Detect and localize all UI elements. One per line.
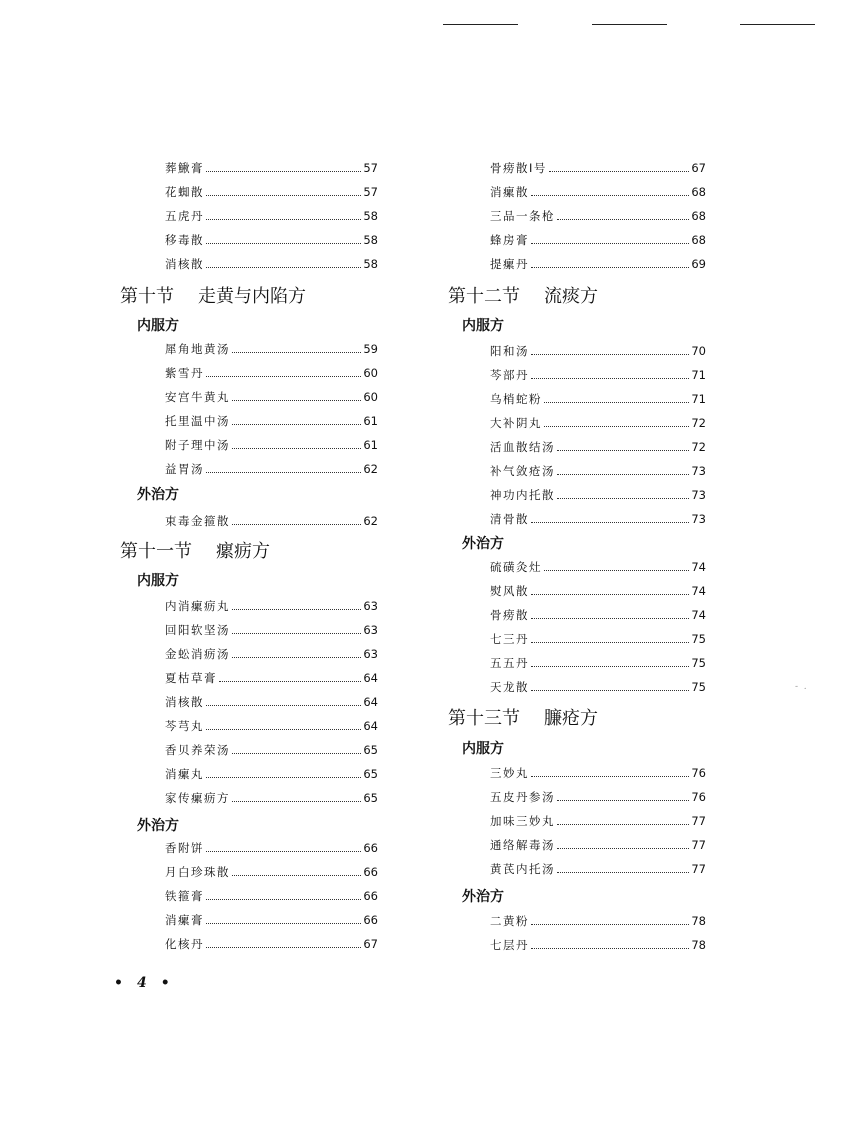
leader-dots [232, 448, 361, 449]
entry-page: 74 [691, 584, 706, 598]
entry-title: 月白珍珠散 [165, 865, 230, 879]
entry-title: 蜂房膏 [490, 233, 529, 247]
entry-title: 阳和汤 [490, 344, 529, 358]
entry-page: 72 [691, 416, 706, 430]
toc-entry [490, 232, 706, 248]
header-rule [740, 24, 815, 25]
entry-page: 65 [363, 791, 378, 805]
toc-entry [165, 888, 378, 904]
entry-title: 二黄粉 [490, 914, 529, 928]
entry-title: 补气敛疮汤 [490, 464, 555, 478]
leader-dots [206, 851, 361, 852]
toc-entry [165, 936, 378, 952]
toc-entry [165, 840, 378, 856]
section-title: 瘰疬方 [216, 541, 270, 562]
entry-title: 五皮丹参汤 [490, 790, 555, 804]
entry-title: 消瘰散 [490, 185, 529, 199]
leader-dots [531, 690, 689, 691]
entry-title: 花蜘散 [165, 185, 204, 199]
entry-title: 犀角地黄汤 [165, 342, 230, 356]
folio-bullet: • [160, 975, 170, 991]
entry-page: 74 [691, 608, 706, 622]
entry-title: 紫雪丹 [165, 366, 204, 380]
toc-entry [165, 184, 378, 200]
toc-entry [165, 742, 378, 758]
entry-title: 骨痨散 [490, 608, 529, 622]
entry-page: 78 [691, 914, 706, 928]
leader-dots [232, 875, 361, 876]
toc-entry [490, 913, 706, 929]
entry-page: 64 [363, 695, 378, 709]
entry-page: 58 [363, 233, 378, 247]
entry-title: 神功内托散 [490, 488, 555, 502]
entry-title: 七层丹 [490, 938, 529, 952]
leader-dots [232, 801, 361, 802]
entry-page: 64 [363, 719, 378, 733]
toc-entry [165, 718, 378, 734]
toc-entry [165, 256, 378, 272]
header-rule [592, 24, 667, 25]
leader-dots [531, 948, 689, 949]
entry-title: 香贝养荣汤 [165, 743, 230, 757]
entry-title: 消瘰丸 [165, 767, 204, 781]
leader-dots [544, 570, 689, 571]
subsection-heading: 内服方 [462, 318, 504, 334]
leader-dots [557, 824, 689, 825]
entry-page: 77 [691, 862, 706, 876]
entry-title: 香附饼 [165, 841, 204, 855]
section-title: 臁疮方 [544, 708, 598, 729]
toc-entry [490, 511, 706, 527]
entry-page: 61 [363, 414, 378, 428]
leader-dots [557, 450, 689, 451]
toc-entry [165, 790, 378, 806]
leader-dots [232, 609, 361, 610]
entry-page: 70 [691, 344, 706, 358]
toc-entry [490, 861, 706, 877]
entry-page: 74 [691, 560, 706, 574]
toc-entry [490, 160, 706, 176]
entry-title: 活血散结汤 [490, 440, 555, 454]
entry-title: 消瘰膏 [165, 913, 204, 927]
section-heading [120, 286, 306, 308]
scan-speck: - . [795, 682, 807, 692]
entry-title: 附子理中汤 [165, 438, 230, 452]
toc-entry [490, 208, 706, 224]
toc-entry [490, 789, 706, 805]
toc-entry [490, 415, 706, 431]
leader-dots [544, 426, 689, 427]
leader-dots [531, 522, 689, 523]
toc-entry [490, 631, 706, 647]
entry-title: 黄芪内托汤 [490, 862, 555, 876]
entry-page: 62 [363, 514, 378, 528]
section-heading [448, 708, 598, 730]
entry-page: 65 [363, 743, 378, 757]
entry-page: 66 [363, 889, 378, 903]
entry-title: 乌梢蛇粉 [490, 392, 542, 406]
leader-dots [557, 474, 689, 475]
leader-dots [232, 400, 361, 401]
leader-dots [531, 924, 689, 925]
entry-title: 三妙丸 [490, 766, 529, 780]
leader-dots [531, 666, 689, 667]
toc-entry [490, 343, 706, 359]
toc-entry [490, 367, 706, 383]
leader-dots [531, 642, 689, 643]
toc-entry [490, 765, 706, 781]
leader-dots [531, 243, 689, 244]
entry-title: 骨痨散Ⅰ号 [490, 161, 547, 175]
entry-title: 芩部丹 [490, 368, 529, 382]
entry-page: 64 [363, 671, 378, 685]
toc-entry [165, 389, 378, 405]
toc-entry [165, 864, 378, 880]
entry-page: 66 [363, 913, 378, 927]
leader-dots [232, 424, 361, 425]
section-title: 走黄与内陷方 [198, 286, 306, 307]
leader-dots [232, 657, 361, 658]
leader-dots [219, 681, 361, 682]
entry-title: 葬鰍膏 [165, 161, 204, 175]
leader-dots [557, 872, 689, 873]
toc-entry [165, 646, 378, 662]
leader-dots [206, 947, 361, 948]
entry-page: 72 [691, 440, 706, 454]
entry-title: 束毒金箍散 [165, 514, 230, 528]
entry-page: 73 [691, 512, 706, 526]
leader-dots [232, 352, 361, 353]
entry-page: 71 [691, 368, 706, 382]
toc-entry [490, 813, 706, 829]
section-number: 第十二节 [448, 286, 520, 307]
header-rule [443, 24, 518, 25]
entry-page: 65 [363, 767, 378, 781]
toc-entry [490, 256, 706, 272]
entry-title: 消核散 [165, 257, 204, 271]
leader-dots [531, 354, 689, 355]
entry-page: 66 [363, 865, 378, 879]
entry-page: 61 [363, 438, 378, 452]
subsection-heading: 外治方 [462, 536, 504, 552]
leader-dots [206, 899, 361, 900]
entry-page: 75 [691, 632, 706, 646]
entry-title: 天龙散 [490, 680, 529, 694]
leader-dots [206, 777, 361, 778]
entry-title: 夏枯草膏 [165, 671, 217, 685]
toc-entry [165, 341, 378, 357]
entry-page: 63 [363, 623, 378, 637]
leader-dots [531, 776, 689, 777]
entry-title: 化核丹 [165, 937, 204, 951]
leader-dots [531, 378, 689, 379]
entry-title: 提瘰丹 [490, 257, 529, 271]
leader-dots [557, 498, 689, 499]
entry-page: 73 [691, 488, 706, 502]
entry-page: 68 [691, 233, 706, 247]
entry-title: 通络解毒汤 [490, 838, 555, 852]
entry-page: 58 [363, 209, 378, 223]
subsection-heading: 内服方 [462, 741, 504, 757]
leader-dots [557, 219, 689, 220]
leader-dots [206, 923, 361, 924]
entry-page: 67 [691, 161, 706, 175]
entry-title: 五虎丹 [165, 209, 204, 223]
toc-entry [490, 439, 706, 455]
entry-title: 芩芎丸 [165, 719, 204, 733]
entry-title: 加味三妙丸 [490, 814, 555, 828]
toc-entry [490, 487, 706, 503]
toc-entry [165, 365, 378, 381]
toc-entry [165, 766, 378, 782]
entry-page: 63 [363, 599, 378, 613]
toc-entry [165, 670, 378, 686]
entry-page: 58 [363, 257, 378, 271]
section-title: 流痰方 [544, 286, 598, 307]
section-number: 第十节 [120, 286, 174, 307]
entry-page: 63 [363, 647, 378, 661]
leader-dots [206, 267, 361, 268]
entry-title: 移毒散 [165, 233, 204, 247]
leader-dots [206, 243, 361, 244]
entry-title: 消核散 [165, 695, 204, 709]
leader-dots [206, 705, 361, 706]
entry-page: 78 [691, 938, 706, 952]
subsection-heading: 内服方 [137, 318, 179, 334]
entry-page: 68 [691, 209, 706, 223]
toc-entry [490, 391, 706, 407]
leader-dots [232, 633, 361, 634]
entry-page: 66 [363, 841, 378, 855]
toc-entry [490, 607, 706, 623]
entry-title: 回阳软坚汤 [165, 623, 230, 637]
entry-page: 75 [691, 680, 706, 694]
toc-entry [490, 463, 706, 479]
entry-page: 77 [691, 814, 706, 828]
entry-page: 76 [691, 766, 706, 780]
entry-page: 73 [691, 464, 706, 478]
leader-dots [232, 524, 361, 525]
entry-page: 75 [691, 656, 706, 670]
entry-title: 三品一条枪 [490, 209, 555, 223]
toc-entry [490, 559, 706, 575]
entry-title: 托里温中汤 [165, 414, 230, 428]
entry-page: 77 [691, 838, 706, 852]
entry-title: 五五丹 [490, 656, 529, 670]
leader-dots [206, 219, 361, 220]
entry-page: 57 [363, 185, 378, 199]
subsection-heading: 外治方 [137, 818, 179, 834]
entry-title: 大补阴丸 [490, 416, 542, 430]
leader-dots [531, 267, 689, 268]
leader-dots [544, 402, 689, 403]
page-number: 4 [136, 975, 147, 991]
entry-title: 铁箍膏 [165, 889, 204, 903]
entry-title: 益胃汤 [165, 462, 204, 476]
subsection-heading: 内服方 [137, 573, 179, 589]
subsection-heading: 外治方 [137, 487, 179, 503]
toc-entry [490, 184, 706, 200]
section-heading [120, 541, 270, 563]
leader-dots [206, 195, 361, 196]
toc-entry [490, 837, 706, 853]
leader-dots [531, 195, 689, 196]
leader-dots [232, 753, 361, 754]
section-number: 第十一节 [120, 541, 192, 562]
toc-entry [490, 655, 706, 671]
toc-entry [490, 937, 706, 953]
entry-title: 硫磺灸灶 [490, 560, 542, 574]
entry-page: 69 [691, 257, 706, 271]
entry-title: 安宫牛黄丸 [165, 390, 230, 404]
leader-dots [557, 848, 689, 849]
entry-title: 家传瘰疬方 [165, 791, 230, 805]
subsection-heading: 外治方 [462, 889, 504, 905]
entry-page: 60 [363, 366, 378, 380]
section-number: 第十三节 [448, 708, 520, 729]
entry-page: 71 [691, 392, 706, 406]
toc-entry [165, 232, 378, 248]
entry-page: 68 [691, 185, 706, 199]
entry-page: 59 [363, 342, 378, 356]
page-folio [100, 975, 184, 991]
toc-entry [490, 583, 706, 599]
toc-entry [165, 622, 378, 638]
entry-page: 60 [363, 390, 378, 404]
leader-dots [531, 618, 689, 619]
entry-page: 76 [691, 790, 706, 804]
entry-page: 62 [363, 462, 378, 476]
leader-dots [206, 171, 361, 172]
toc-entry [165, 912, 378, 928]
leader-dots [206, 472, 361, 473]
entry-page: 67 [363, 937, 378, 951]
toc-entry [165, 598, 378, 614]
entry-title: 清骨散 [490, 512, 529, 526]
toc-entry [165, 413, 378, 429]
entry-title: 内消瘰疬丸 [165, 599, 230, 613]
leader-dots [206, 376, 361, 377]
leader-dots [557, 800, 689, 801]
section-heading [448, 286, 598, 308]
leader-dots [531, 594, 689, 595]
entry-title: 金蚣消疬汤 [165, 647, 230, 661]
leader-dots [206, 729, 361, 730]
toc-entry [165, 437, 378, 453]
leader-dots [549, 171, 689, 172]
toc-entry [165, 694, 378, 710]
toc-entry [165, 513, 378, 529]
toc-entry [165, 160, 378, 176]
entry-title: 七三丹 [490, 632, 529, 646]
folio-bullet: • [114, 975, 123, 991]
toc-entry [490, 679, 706, 695]
entry-page: 57 [363, 161, 378, 175]
toc-entry [165, 461, 378, 477]
toc-entry [165, 208, 378, 224]
entry-title: 熨风散 [490, 584, 529, 598]
